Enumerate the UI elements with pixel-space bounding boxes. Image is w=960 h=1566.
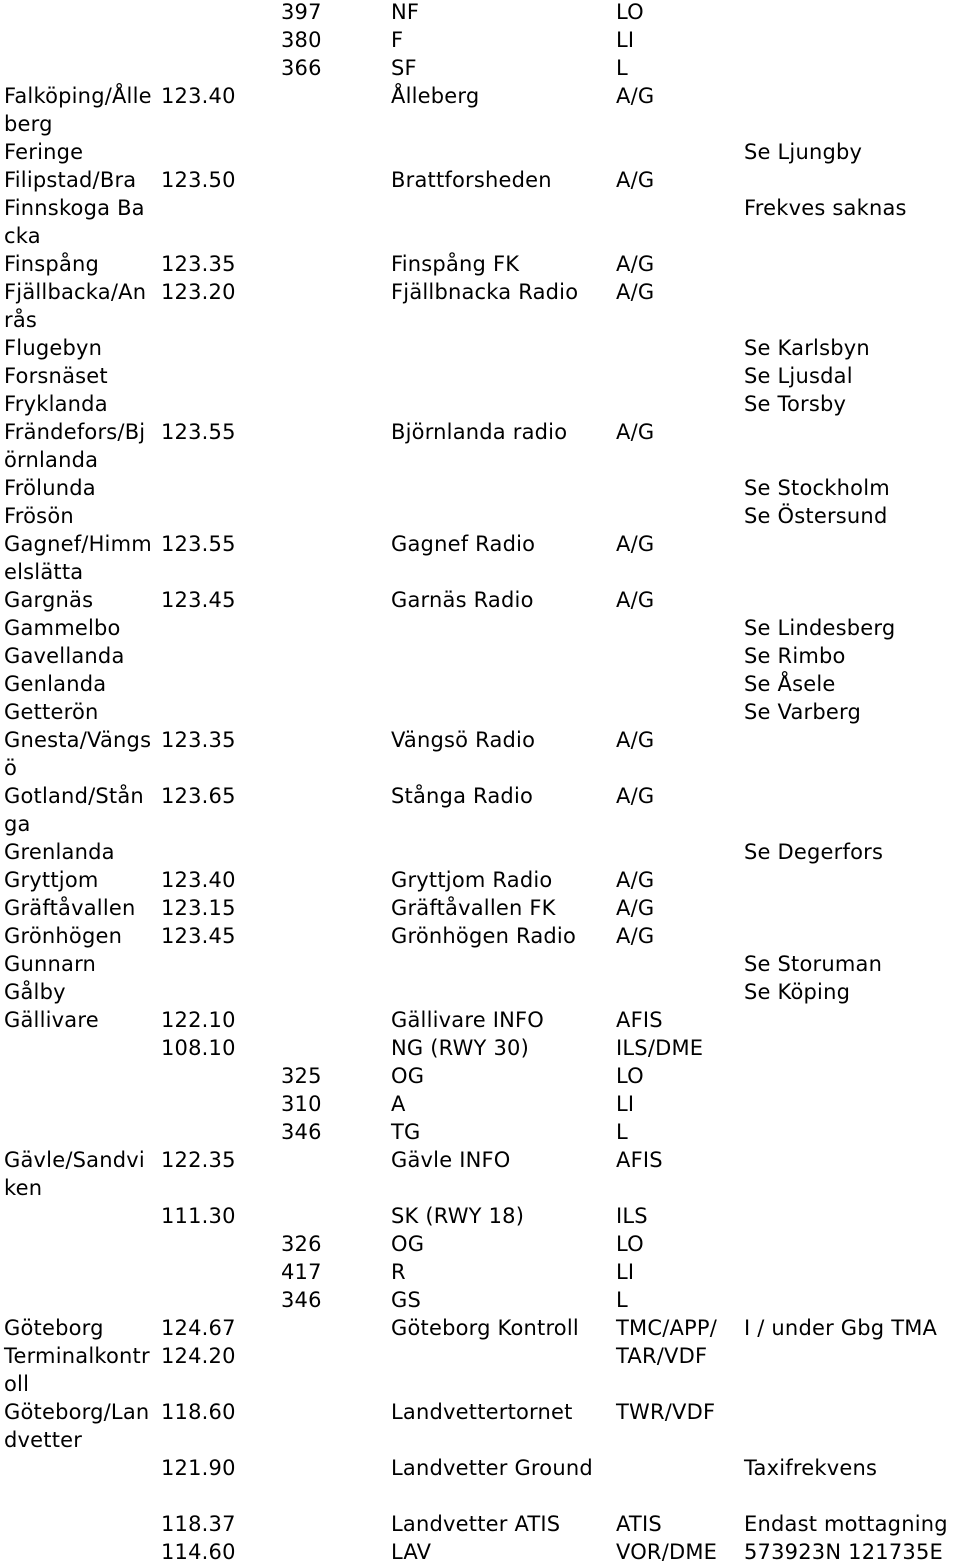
station-name: GS: [391, 1288, 422, 1312]
service-type: LI: [616, 1260, 635, 1284]
frequency-mhz: 114.60: [161, 1540, 236, 1564]
remark: Se Rimbo: [744, 644, 846, 668]
place-name: Terminalkontroll: [4, 1344, 150, 1396]
station-name: Grönhögen Radio: [391, 924, 577, 948]
frequency-mhz: 118.60: [161, 1400, 236, 1424]
table-row: [0, 586, 960, 614]
place-name: Gavellanda: [4, 644, 125, 668]
frequency-khz: 310: [281, 1092, 322, 1116]
place-name: Finnskoga Backa: [4, 196, 145, 248]
station-name: SK (RWY 18): [391, 1204, 525, 1228]
remark: Se Ljungby: [744, 140, 863, 164]
table-row: [0, 1314, 960, 1342]
station-name: Landvetter ATIS: [391, 1512, 561, 1536]
service-type: A/G: [616, 784, 655, 808]
table-row: [0, 1034, 960, 1062]
place-name: Fjällbacka/Anrås: [4, 280, 147, 332]
table-row: [0, 1202, 960, 1230]
frequency-mhz: 124.20: [161, 1344, 236, 1368]
frequency-mhz: 111.30: [161, 1204, 236, 1228]
service-type: A/G: [616, 280, 655, 304]
service-type: LO: [616, 1232, 644, 1256]
station-name: Landvetter Ground: [391, 1456, 593, 1480]
frequency-mhz: 118.37: [161, 1512, 236, 1536]
station-name: Fjällbnacka Radio: [391, 280, 579, 304]
place-name: Gräftåvallen: [4, 896, 136, 920]
place-name: Frösön: [4, 504, 74, 528]
frequency-mhz: 123.45: [161, 924, 236, 948]
service-type: A/G: [616, 896, 655, 920]
table-row: [0, 390, 960, 418]
table-row: [0, 1538, 960, 1566]
station-name: Stånga Radio: [391, 784, 534, 808]
table-row: [0, 362, 960, 390]
frequency-khz: 346: [281, 1120, 322, 1144]
table-row: [0, 1258, 960, 1286]
service-type: A/G: [616, 252, 655, 276]
station-name: NF: [391, 0, 420, 24]
place-name: Grenlanda: [4, 840, 115, 864]
place-name: Gnesta/Vängsö: [4, 728, 152, 780]
service-type: L: [616, 56, 628, 80]
place-name: Gällivare: [4, 1008, 99, 1032]
frequency-khz: 325: [281, 1064, 322, 1088]
remark: Frekves saknas: [744, 196, 907, 220]
station-name: OG: [391, 1232, 425, 1256]
table-row: [0, 838, 960, 866]
place-name: Göteborg: [4, 1316, 104, 1340]
service-type: LO: [616, 1064, 644, 1088]
frequency-mhz: 123.35: [161, 728, 236, 752]
service-type: A/G: [616, 168, 655, 192]
place-name: Gotland/Stånga: [4, 784, 144, 836]
place-name: Finspång: [4, 252, 100, 276]
table-row: [0, 1006, 960, 1034]
remark: Se Degerfors: [744, 840, 884, 864]
table-row: [0, 1146, 960, 1202]
station-name: Garnäs Radio: [391, 588, 534, 612]
station-name: Landvettertornet: [391, 1400, 573, 1424]
remark: 573923N 121735E: [744, 1540, 943, 1564]
station-name: Brattforsheden: [391, 168, 552, 192]
table-row: [0, 1398, 960, 1454]
table-row: [0, 614, 960, 642]
place-name: Frölunda: [4, 476, 96, 500]
service-type: L: [616, 1120, 628, 1144]
frequency-mhz: 123.35: [161, 252, 236, 276]
remark: Se Storuman: [744, 952, 883, 976]
service-type: AFIS: [616, 1148, 663, 1172]
remark: Se Ljusdal: [744, 364, 853, 388]
place-name: Gargnäs: [4, 588, 94, 612]
station-name: Vängsö Radio: [391, 728, 536, 752]
service-type: ILS/DME: [616, 1036, 704, 1060]
frequency-mhz: 123.50: [161, 168, 236, 192]
place-name: Gålby: [4, 980, 66, 1004]
table-row: [0, 670, 960, 698]
table-row: [0, 82, 960, 138]
station-name: OG: [391, 1064, 425, 1088]
table-row: [0, 1342, 960, 1398]
frequency-mhz: 123.20: [161, 280, 236, 304]
table-row: [0, 894, 960, 922]
frequency-mhz: 124.67: [161, 1316, 236, 1340]
place-name: Gunnarn: [4, 952, 97, 976]
table-row: [0, 418, 960, 474]
table-row: [0, 166, 960, 194]
remark: Se Torsby: [744, 392, 847, 416]
station-name: F: [391, 28, 404, 52]
place-name: Gagnef/Himmelslätta: [4, 532, 152, 584]
table-row: [0, 530, 960, 586]
remark: Se Stockholm: [744, 476, 890, 500]
place-name: Gammelbo: [4, 616, 121, 640]
station-name: NG (RWY 30): [391, 1036, 529, 1060]
station-name: Ålleberg: [391, 84, 480, 108]
place-name: Gävle/Sandviken: [4, 1148, 145, 1200]
service-type: A/G: [616, 532, 655, 556]
station-name: Björnlanda radio: [391, 420, 568, 444]
service-type: A/G: [616, 924, 655, 948]
frequency-khz: 417: [281, 1260, 322, 1284]
remark: Se Karlsbyn: [744, 336, 870, 360]
service-type: VOR/DME: [616, 1540, 718, 1564]
table-row: [0, 922, 960, 950]
service-type: A/G: [616, 84, 655, 108]
station-name: SF: [391, 56, 417, 80]
service-type: ATIS: [616, 1512, 662, 1536]
table-row: [0, 950, 960, 978]
remark: Se Varberg: [744, 700, 862, 724]
frequency-mhz: 121.90: [161, 1456, 236, 1480]
frequency-khz: 346: [281, 1288, 322, 1312]
frequency-khz: 326: [281, 1232, 322, 1256]
station-name: LAV: [391, 1540, 432, 1564]
table-row: [0, 1090, 960, 1118]
service-type: LI: [616, 28, 635, 52]
frequency-khz: 366: [281, 56, 322, 80]
table-row: [0, 0, 960, 26]
frequency-mhz: 123.65: [161, 784, 236, 808]
frequency-mhz: 108.10: [161, 1036, 236, 1060]
service-type: TWR/VDF: [616, 1400, 716, 1424]
service-type: TAR/VDF: [616, 1344, 708, 1368]
frequency-khz: 380: [281, 28, 322, 52]
remark: Taxifrekvens: [744, 1456, 878, 1480]
frequency-mhz: 122.35: [161, 1148, 236, 1172]
table-row: [0, 1230, 960, 1258]
station-name: Gryttjom Radio: [391, 868, 553, 892]
table-row: [0, 866, 960, 894]
service-type: A/G: [616, 728, 655, 752]
frequency-mhz: 122.10: [161, 1008, 236, 1032]
station-name: Göteborg Kontroll: [391, 1316, 579, 1340]
frequency-mhz: 123.15: [161, 896, 236, 920]
remark: Endast mottagning: [744, 1512, 948, 1536]
place-name: Göteborg/Landvetter: [4, 1400, 150, 1452]
frequency-khz: 397: [281, 0, 322, 24]
table-row: [0, 698, 960, 726]
station-name: Gällivare INFO: [391, 1008, 545, 1032]
table-row: [0, 278, 960, 334]
station-name: Finspång FK: [391, 252, 520, 276]
place-name: Fryklanda: [4, 392, 108, 416]
table-row: [0, 54, 960, 82]
table-row: [0, 1062, 960, 1090]
table-row: [0, 642, 960, 670]
table-row: [0, 1510, 960, 1538]
service-type: ILS: [616, 1204, 648, 1228]
frequency-mhz: 123.40: [161, 868, 236, 892]
place-name: Falköping/Ålleberg: [4, 84, 152, 136]
table-row: [0, 138, 960, 166]
table-row: [0, 1118, 960, 1146]
place-name: Genlanda: [4, 672, 107, 696]
table-row: [0, 1454, 960, 1510]
place-name: Getterön: [4, 700, 99, 724]
service-type: L: [616, 1288, 628, 1312]
frequency-mhz: 123.55: [161, 420, 236, 444]
service-type: LO: [616, 0, 644, 24]
place-name: Feringe: [4, 140, 84, 164]
table-row: [0, 502, 960, 530]
service-type: A/G: [616, 588, 655, 612]
service-type: A/G: [616, 420, 655, 444]
station-name: Gräftåvallen FK: [391, 896, 556, 920]
place-name: Grönhögen: [4, 924, 123, 948]
place-name: Frändefors/Björnlanda: [4, 420, 146, 472]
station-name: Gagnef Radio: [391, 532, 536, 556]
frequency-mhz: 123.40: [161, 84, 236, 108]
table-row: [0, 194, 960, 250]
table-row: [0, 26, 960, 54]
remark: Se Åsele: [744, 672, 836, 696]
table-row: [0, 334, 960, 362]
place-name: Flugebyn: [4, 336, 103, 360]
station-name: TG: [391, 1120, 421, 1144]
table-row: [0, 250, 960, 278]
remark: I / under Gbg TMA: [744, 1316, 938, 1340]
place-name: Filipstad/Bra: [4, 168, 137, 192]
frequency-mhz: 123.45: [161, 588, 236, 612]
station-name: R: [391, 1260, 406, 1284]
remark: Se Östersund: [744, 504, 888, 528]
table-row: [0, 474, 960, 502]
place-name: Forsnäset: [4, 364, 108, 388]
table-row: [0, 1286, 960, 1314]
service-type: TMC/APP/: [616, 1316, 718, 1340]
station-name: Gävle INFO: [391, 1148, 511, 1172]
station-name: A: [391, 1092, 406, 1116]
remark: Se Lindesberg: [744, 616, 896, 640]
service-type: A/G: [616, 868, 655, 892]
place-name: Gryttjom: [4, 868, 99, 892]
table-row: [0, 978, 960, 1006]
service-type: AFIS: [616, 1008, 663, 1032]
service-type: LI: [616, 1092, 635, 1116]
table-row: [0, 782, 960, 838]
frequency-mhz: 123.55: [161, 532, 236, 556]
table-row: [0, 726, 960, 782]
remark: Se Köping: [744, 980, 851, 1004]
